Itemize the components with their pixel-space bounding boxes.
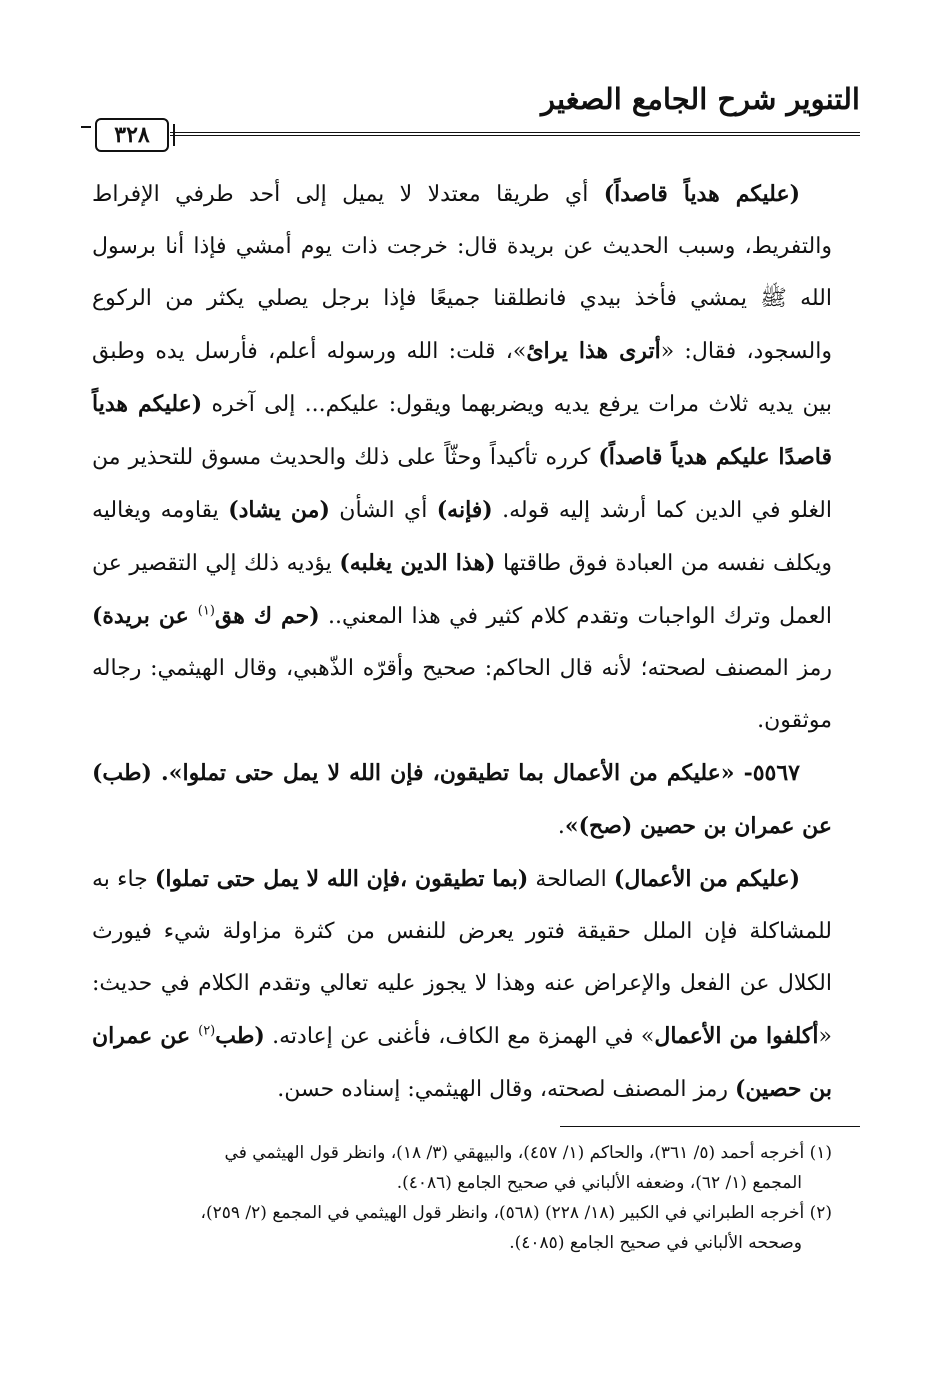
source-reference: (طب bbox=[215, 1023, 265, 1049]
commentary-paragraph-1 bbox=[92, 168, 832, 747]
commentary-text: رمز المصنف لصحته؛ لأنه قال الحاكم: صحيح وأقرّه الذّهبي، وقال الهيثمي: رجاله موثقون. bbox=[92, 656, 832, 733]
footnote-2-continued bbox=[92, 1228, 832, 1258]
hadith-quote: (عليكم هدياً قاصداً) bbox=[603, 181, 800, 207]
hadith-quote: (فإنه) bbox=[436, 497, 493, 523]
page-number: ٣٢٨ bbox=[95, 118, 169, 152]
footnote-separator bbox=[560, 1126, 860, 1127]
hadith-quote: (هذا الدين يغلبه) bbox=[339, 550, 496, 576]
footnote-2 bbox=[92, 1198, 832, 1228]
commentary-text: جاء به للمشاكلة فإن الملل حقيقة فتور يعرض للنفس من كثرة مزاولة شيء فيورث الكلال عن الفعل والإعراض عنه وهذا لا يجوز عليه تعالي وتقدم الكلام في حديث: « bbox=[92, 867, 832, 1049]
header-double-rule bbox=[170, 132, 860, 136]
main-text bbox=[92, 168, 832, 1116]
running-header-title: التنوير شرح الجامع الصغير bbox=[541, 82, 860, 116]
source-reference: (حم ك هق bbox=[214, 603, 320, 629]
commentary-text: أي طريقا معتدلا لا يميل إلى أحد طرفي الإفراط والتفريط، وسبب الحديث عن بريدة قال: خرجت ذات يوم أمشي فإذا أنا برسول الله ﷺ يمشي فأخذ بيدي فانطلقنا جميعًا فإذا برجل يصلي يكثر من الركوع والسجود، فقال: « bbox=[92, 182, 832, 364]
footnote-marker-2: (٢) bbox=[198, 1023, 216, 1039]
hadith-quote: أترى هذا يرائ bbox=[526, 338, 661, 364]
footnote-1-continued bbox=[92, 1168, 832, 1198]
footnote-marker-1: (١) bbox=[197, 603, 215, 619]
commentary-text: الصالحة bbox=[528, 867, 614, 892]
commentary-text: »، قلت: الله ورسوله أعلم، فأرسل يده وطبق بين يديه ثلاث مرات يرفع يديه ويضربهما ويقول: عليكم... إلى آخره bbox=[92, 339, 832, 417]
hadith-number: ٥٥٦٧- bbox=[734, 760, 800, 786]
footnote-text: وصححه الألباني في صحيح الجامع (٤٠٨٥). bbox=[509, 1233, 802, 1253]
hadith-quote: (بما تطيقون ،فإن الله لا يمل حتى تملوا) bbox=[154, 866, 529, 892]
punctuation: . bbox=[557, 814, 565, 839]
footnote-1 bbox=[92, 1138, 832, 1168]
hadith-entry bbox=[92, 747, 832, 853]
source-reference: عن بريدة) bbox=[92, 603, 198, 629]
hadith-quote: (عليكم من الأعمال) bbox=[613, 866, 800, 892]
commentary-text: يقاومه ويغاليه ويكلف نفسه من العبادة فوق طاقتها bbox=[92, 498, 832, 576]
commentary-text: يؤديه ذلك إلي التقصير عن العمل وترك الواجبات وتقدم كلام كثير في هذا المعني.. bbox=[92, 551, 832, 629]
footnote-text: المجمع (١/ ٦٢)، وضعفه الألباني في صحيح الجامع (٤٠٨٦). bbox=[396, 1173, 802, 1193]
commentary-text: أي الشأن bbox=[329, 498, 437, 523]
commentary-text: رمز المصنف لصحته، وقال الهيثمي: إسناده حسن. bbox=[277, 1077, 735, 1102]
commentary-text: كرره تأكيداً وحثّاً على ذلك والحديث مسوق للتحذير من الغلو في الدين كما أرشد إليه قوله. bbox=[92, 445, 832, 523]
hadith-text: «عليكم من الأعمال بما تطيقون، فإن الله لا يمل حتى تملوا». (طب) عن عمران بن حصين (صح)» bbox=[92, 760, 832, 839]
hadith-quote: (من يشاد) bbox=[228, 497, 330, 523]
header-rule-end-mark bbox=[81, 126, 91, 128]
footnote-text: (٢) أخرجه الطبراني في الكبير (١٨/ ٢٢٨) (٥٦٨)، وانظر قول الهيثمي في المجمع (٢/ ٢٥٩)، bbox=[200, 1203, 832, 1223]
footnotes bbox=[92, 1138, 832, 1258]
commentary-text: » في الهمزة مع الكاف، فأغنى عن إعادته. bbox=[264, 1024, 655, 1049]
commentary-paragraph-2 bbox=[92, 853, 832, 1116]
hadith-quote: (عليكم هدياً قاصدًا عليكم هدياً قاصداً) bbox=[92, 391, 832, 470]
footnote-text: (١) أخرجه أحمد (٥/ ٣٦١)، والحاكم (١/ ٤٥٧)، والبيهقي (٣/ ١٨)، وانظر قول الهيثمي في bbox=[224, 1143, 832, 1163]
hadith-quote: أكلفوا من الأعمال bbox=[654, 1023, 819, 1049]
source-reference: عن عمران بن حصين) bbox=[92, 1023, 832, 1102]
